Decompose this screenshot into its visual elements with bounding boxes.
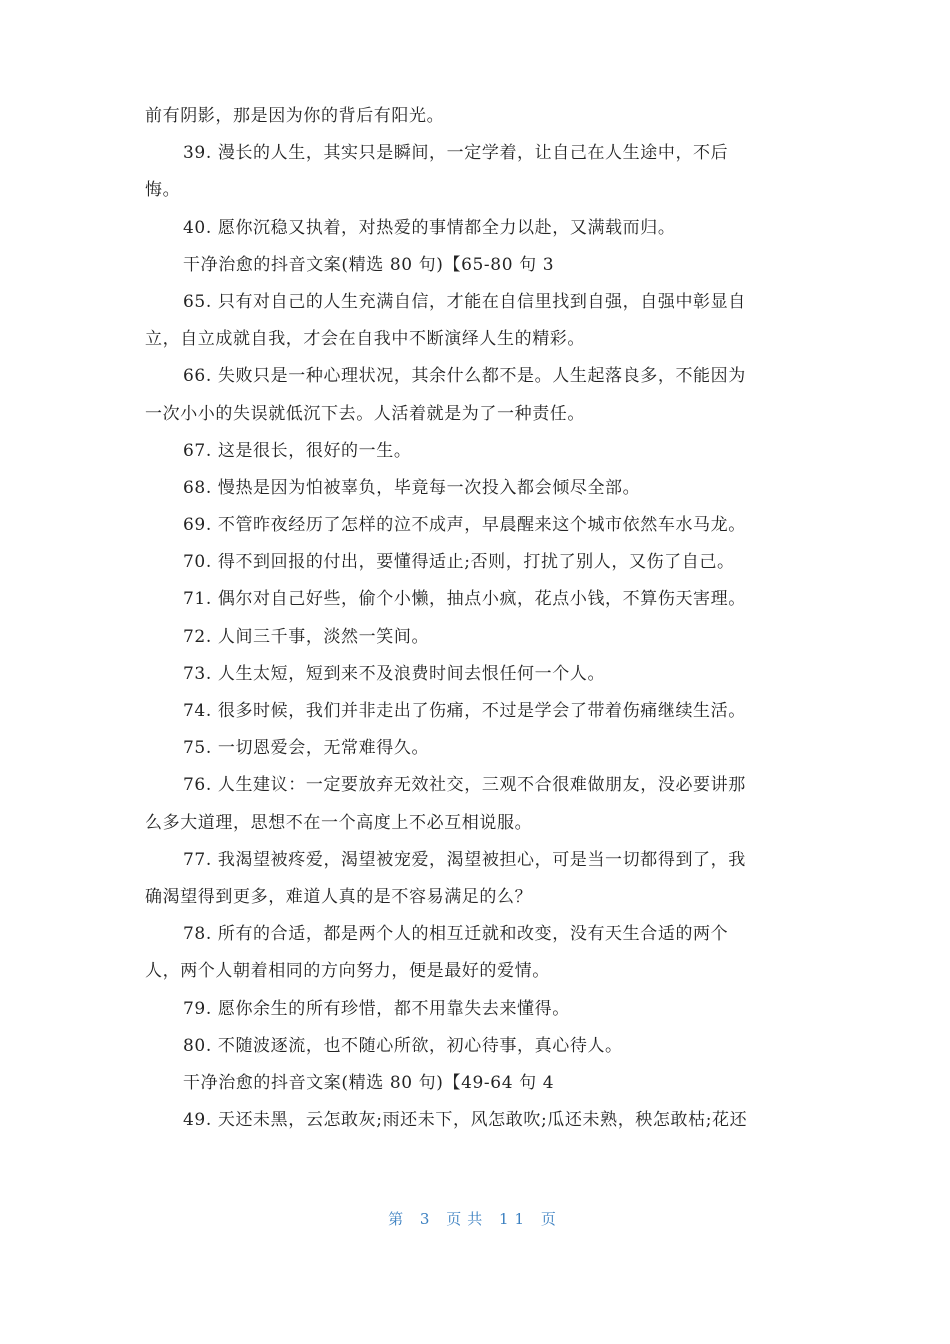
text-line: 一次小小的失误就低沉下去。人活着就是为了一种责任。 xyxy=(145,403,585,424)
text-line: 74. 很多时候，我们并非走出了伤痛，不过是学会了带着伤痛继续生活。 xyxy=(183,701,746,721)
text-line: 71. 偶尔对自己好些，偷个小懒，抽点小疯，花点小钱，不算伤天害理。 xyxy=(183,589,746,610)
text-line: 68. 慢热是因为怕被辜负，毕竟每一次投入都会倾尽全部。 xyxy=(183,477,641,498)
text-line: 69. 不管昨夜经历了怎样的泣不成声，早晨醒来这个城市依然车水马龙。 xyxy=(183,515,746,536)
text-line: 人，两个人朝着相同的方向努力，便是最好的爱情。 xyxy=(145,961,550,982)
text-line: 65. 只有对自己的人生充满自信，才能在自信里找到自强，自强中彰显自 xyxy=(183,291,746,312)
text-line: 66. 失败只是一种心理状况，其余什么都不是。人生起落良多，不能因为 xyxy=(183,366,746,387)
text-line: 70. 得不到回报的付出，要懂得适止;否则，打扰了别人，又伤了自己。 xyxy=(183,552,735,573)
text-line: 76. 人生建议：一定要放弃无效社交，三观不合很难做朋友，没必要讲那 xyxy=(183,775,746,796)
text-line: 78. 所有的合适，都是两个人的相互迁就和改变，没有天生合适的两个 xyxy=(183,924,729,945)
text-line: 干净治愈的抖音文案(精选 80 句)【65-80 句 3 xyxy=(183,254,555,275)
text-line: 干净治愈的抖音文案(精选 80 句)【49-64 句 4 xyxy=(183,1072,555,1093)
text-line: 80. 不随波逐流，也不随心所欲，初心待事，真心待人。 xyxy=(183,1035,623,1056)
text-line: 40. 愿你沉稳又执着，对热爱的事情都全力以赴，又满载而归。 xyxy=(183,217,676,238)
text-line: 49. 天还未黑，云怎敢灰;雨还未下，风怎敢吹;瓜还未熟，秧怎敢枯;花还 xyxy=(183,1110,748,1131)
text-line: 悔。 xyxy=(145,180,181,201)
text-line: 75. 一切恩爱会，无常难得久。 xyxy=(183,738,430,759)
text-line: 立，自立成就自我，才会在自我中不断演绎人生的精彩。 xyxy=(145,329,585,350)
document-body xyxy=(145,98,805,1139)
text-line: 79. 愿你余生的所有珍惜，都不用靠失去来懂得。 xyxy=(183,998,570,1019)
text-line: 67. 这是很长，很好的一生。 xyxy=(183,440,412,461)
page-number-label: 第 3 页共 11 页 xyxy=(388,1210,562,1228)
text-line: 确渴望得到更多，难道人真的是不容易满足的么？ xyxy=(145,886,533,907)
text-line: 39. 漫长的人生，其实只是瞬间，一定学着，让自己在人生途中，不后 xyxy=(183,143,729,164)
text-line: 72. 人间三千事，淡然一笑间。 xyxy=(183,626,430,647)
text-line: 77. 我渴望被疼爱，渴望被宠爱，渴望被担心，可是当一切都得到了，我 xyxy=(183,849,746,870)
text-line: 前有阴影，那是因为你的背后有阳光。 xyxy=(145,106,445,126)
text-line: 么多大道理，思想不在一个高度上不必互相说服。 xyxy=(145,812,533,833)
page-footer xyxy=(0,1208,950,1229)
text-line: 73. 人生太短，短到来不及浪费时间去恨任何一个人。 xyxy=(183,663,606,684)
